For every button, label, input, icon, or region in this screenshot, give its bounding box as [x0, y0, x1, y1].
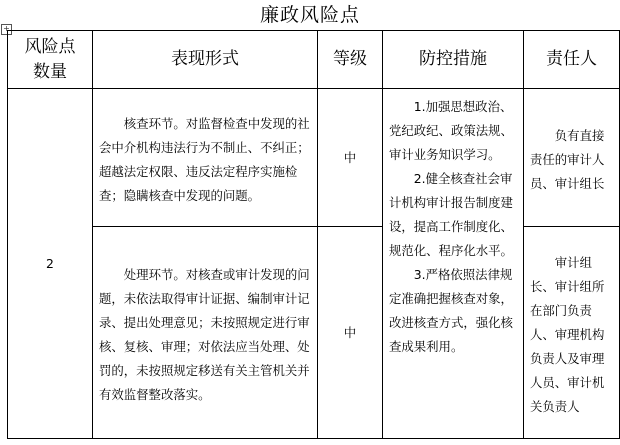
form-cell: 处理环节。对核查或审计发现的问题，未依法取得审计证据、编制审计记录、提出处理意见；未按照规定进行审核、复核、审理；对依法应当处理、处罚的，未按照规定移送有关主管机关并有效监督整改落实。: [93, 227, 318, 439]
measures-cell: [383, 89, 524, 439]
table-row: [8, 89, 620, 227]
measure-item: 3.严格依照法律规定准确把握核查对象，改进核查方式，强化核查成果利用。: [389, 267, 513, 354]
header-risk-count: 风险点数量: [8, 31, 93, 89]
page-title: 廉政风险点: [259, 4, 360, 26]
table-row: [8, 227, 620, 439]
form-cell: 核查环节。对监督检查中发现的社会中介机构违法行为不制止、不纠正；超越法定权限、违反法定程序实施检查；隐瞒核查中发现的问题。: [93, 89, 318, 227]
measure-item: 1.加强思想政治、党纪政纪、政策法规、审计业务知识学习。: [389, 99, 513, 162]
header-level: 等级: [318, 31, 383, 89]
measure-item: 2.健全核查社会审计机构审计报告制度建设，提高工作制度化、规范化、程序化水平。: [389, 171, 513, 258]
header-row: [8, 31, 620, 89]
header-responsible: 责任人: [524, 31, 620, 89]
responsible-cell: 负有直接责任的审计人员、审计组长: [524, 89, 620, 227]
risk-table: [7, 30, 620, 439]
header-form: 表现形式: [93, 31, 318, 89]
risk-count-cell: 2: [8, 89, 93, 439]
level-cell: 中: [318, 227, 383, 439]
level-cell: 中: [318, 89, 383, 227]
table-move-handle-icon[interactable]: +: [1, 24, 12, 35]
responsible-cell: 审计组长、审计组所在部门负责人、审理机构负责人及审理人员、审计机关负责人: [524, 227, 620, 439]
header-measures: 防控措施: [383, 31, 524, 89]
